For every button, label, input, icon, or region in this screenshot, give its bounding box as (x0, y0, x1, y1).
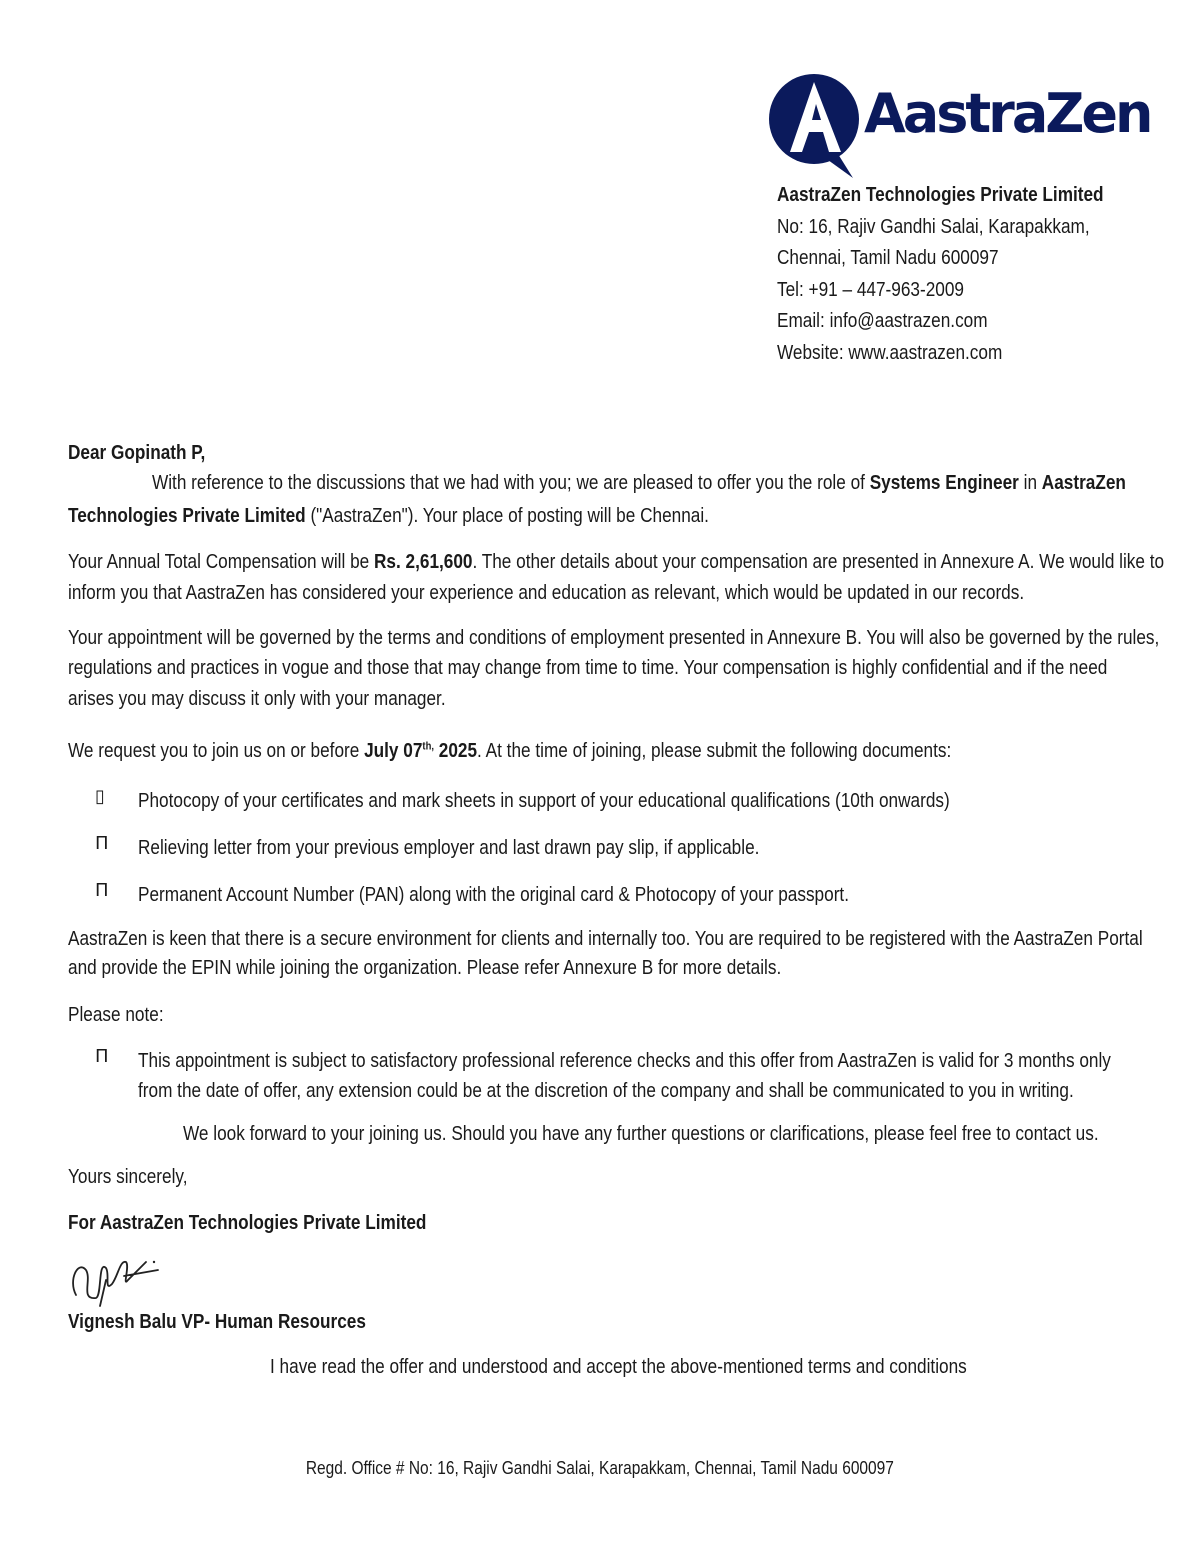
joining-date: July 07 (364, 740, 423, 762)
offer-in: in (1018, 472, 1042, 494)
company-address-block (777, 180, 1157, 369)
company-email: Email: info@aastrazen.com (777, 310, 988, 332)
joining-intro: We request you to join us on or before (68, 740, 365, 762)
company-logo (768, 72, 1151, 182)
compensation-details: . The other details about your compensation are presented in Annexure A. We would like to (472, 551, 1165, 573)
company-ref-2: Technologies Private Limited (68, 505, 306, 527)
address-line-1: No: 16, Rajiv Gandhi Salai, Karapakkam, (777, 215, 1090, 238)
bullet-box-icon: П (95, 1046, 109, 1067)
compensation-amount: Rs. 2,61,600 (373, 551, 473, 573)
paragraph-terms-line3: arises you may discuss it only with your manager. (68, 688, 446, 710)
closing-line: We look forward to your joining us. Should you have any further questions or clarifications, please feel free to contact us. (183, 1123, 1099, 1145)
posting-text: ("AastraZen"). Your place of posting will be Chennai. (305, 505, 709, 527)
paragraph-terms-line1: Your appointment will be governed by the terms and conditions of employment presented in Annexure B. You will also be governed by the rules, (68, 627, 1160, 649)
note-line-2: from the date of offer, any extension could be at the discretion of the company and shall be communicated to you in writing. (138, 1080, 1074, 1102)
sign-off: Yours sincerely, (68, 1166, 188, 1188)
acceptance-statement: I have read the offer and understood and accept the above-mentioned terms and conditions (270, 1356, 967, 1378)
offer-text: With reference to the discussions that we had with you; we are pleased to offer you the role of (152, 472, 870, 494)
role-title: Systems Engineer (869, 472, 1019, 494)
paragraph-offer-line2 (68, 505, 709, 528)
paragraph-compensation-line1 (68, 551, 1164, 574)
company-website: Website: www.aastrazen.com (777, 341, 1003, 364)
paragraph-security-line2: and provide the EPIN while joining the organization. Please refer Annexure B for more details. (68, 957, 782, 979)
logo-wordmark: AastraZen (864, 82, 1151, 145)
note-line-1: This appointment is subject to satisfactory professional reference checks and this offer from AastraZen is valid for 3 months only (138, 1050, 1111, 1072)
bullet-box-icon: П (95, 833, 109, 854)
paragraph-joining (68, 740, 951, 763)
compensation-intro: Your Annual Total Compensation will be (68, 551, 374, 573)
list-item-text: Permanent Account Number (PAN) along with the original card & Photocopy of your passport. (138, 884, 849, 906)
company-tel: Tel: +91 – 447-963-2009 (777, 278, 964, 301)
joining-docs-intro: . At the time of joining, please submit the following documents: (477, 740, 952, 762)
paragraph-compensation-line2: inform you that AastraZen has considered your experience and education as relevant, which would be updated in our records. (68, 582, 1025, 604)
joining-date-suffix: th, (422, 740, 434, 753)
paragraph-security-line1: AastraZen is keen that there is a secure environment for clients and internally too. You are required to be registered with the AastraZen Portal (68, 928, 1143, 950)
bullet-box-icon: ▯ (95, 786, 105, 807)
salutation: Dear Gopinath P, (68, 442, 206, 464)
address-line-2: Chennai, Tamil Nadu 600097 (777, 247, 999, 269)
list-item-text: Photocopy of your certificates and mark sheets in support of your educational qualifications (10th onwards) (138, 790, 950, 812)
paragraph-offer-line1 (152, 472, 1126, 495)
company-name: AastraZen Technologies Private Limited (777, 184, 1104, 206)
for-company: For AastraZen Technologies Private Limited (68, 1212, 427, 1234)
joining-year: 2025 (433, 740, 478, 762)
logo-mark-icon (768, 72, 863, 182)
company-ref-1: AastraZen (1041, 472, 1126, 494)
footer-address: Regd. Office # No: 16, Rajiv Gandhi Salai, Karapakkam, Chennai, Tamil Nadu 600097 (305, 1458, 894, 1478)
footer (0, 1458, 1200, 1479)
list-item-text: Relieving letter from your previous employer and last drawn pay slip, if applicable. (138, 837, 760, 859)
note-label: Please note: (68, 1004, 164, 1026)
signatory: Vignesh Balu VP- Human Resources (68, 1311, 366, 1333)
paragraph-terms-line2: regulations and practices in vogue and those that may change from time to time. Your compensation is highly confidential and if the need (68, 657, 1108, 679)
signature-icon (66, 1240, 166, 1310)
bullet-box-icon: П (95, 880, 109, 901)
